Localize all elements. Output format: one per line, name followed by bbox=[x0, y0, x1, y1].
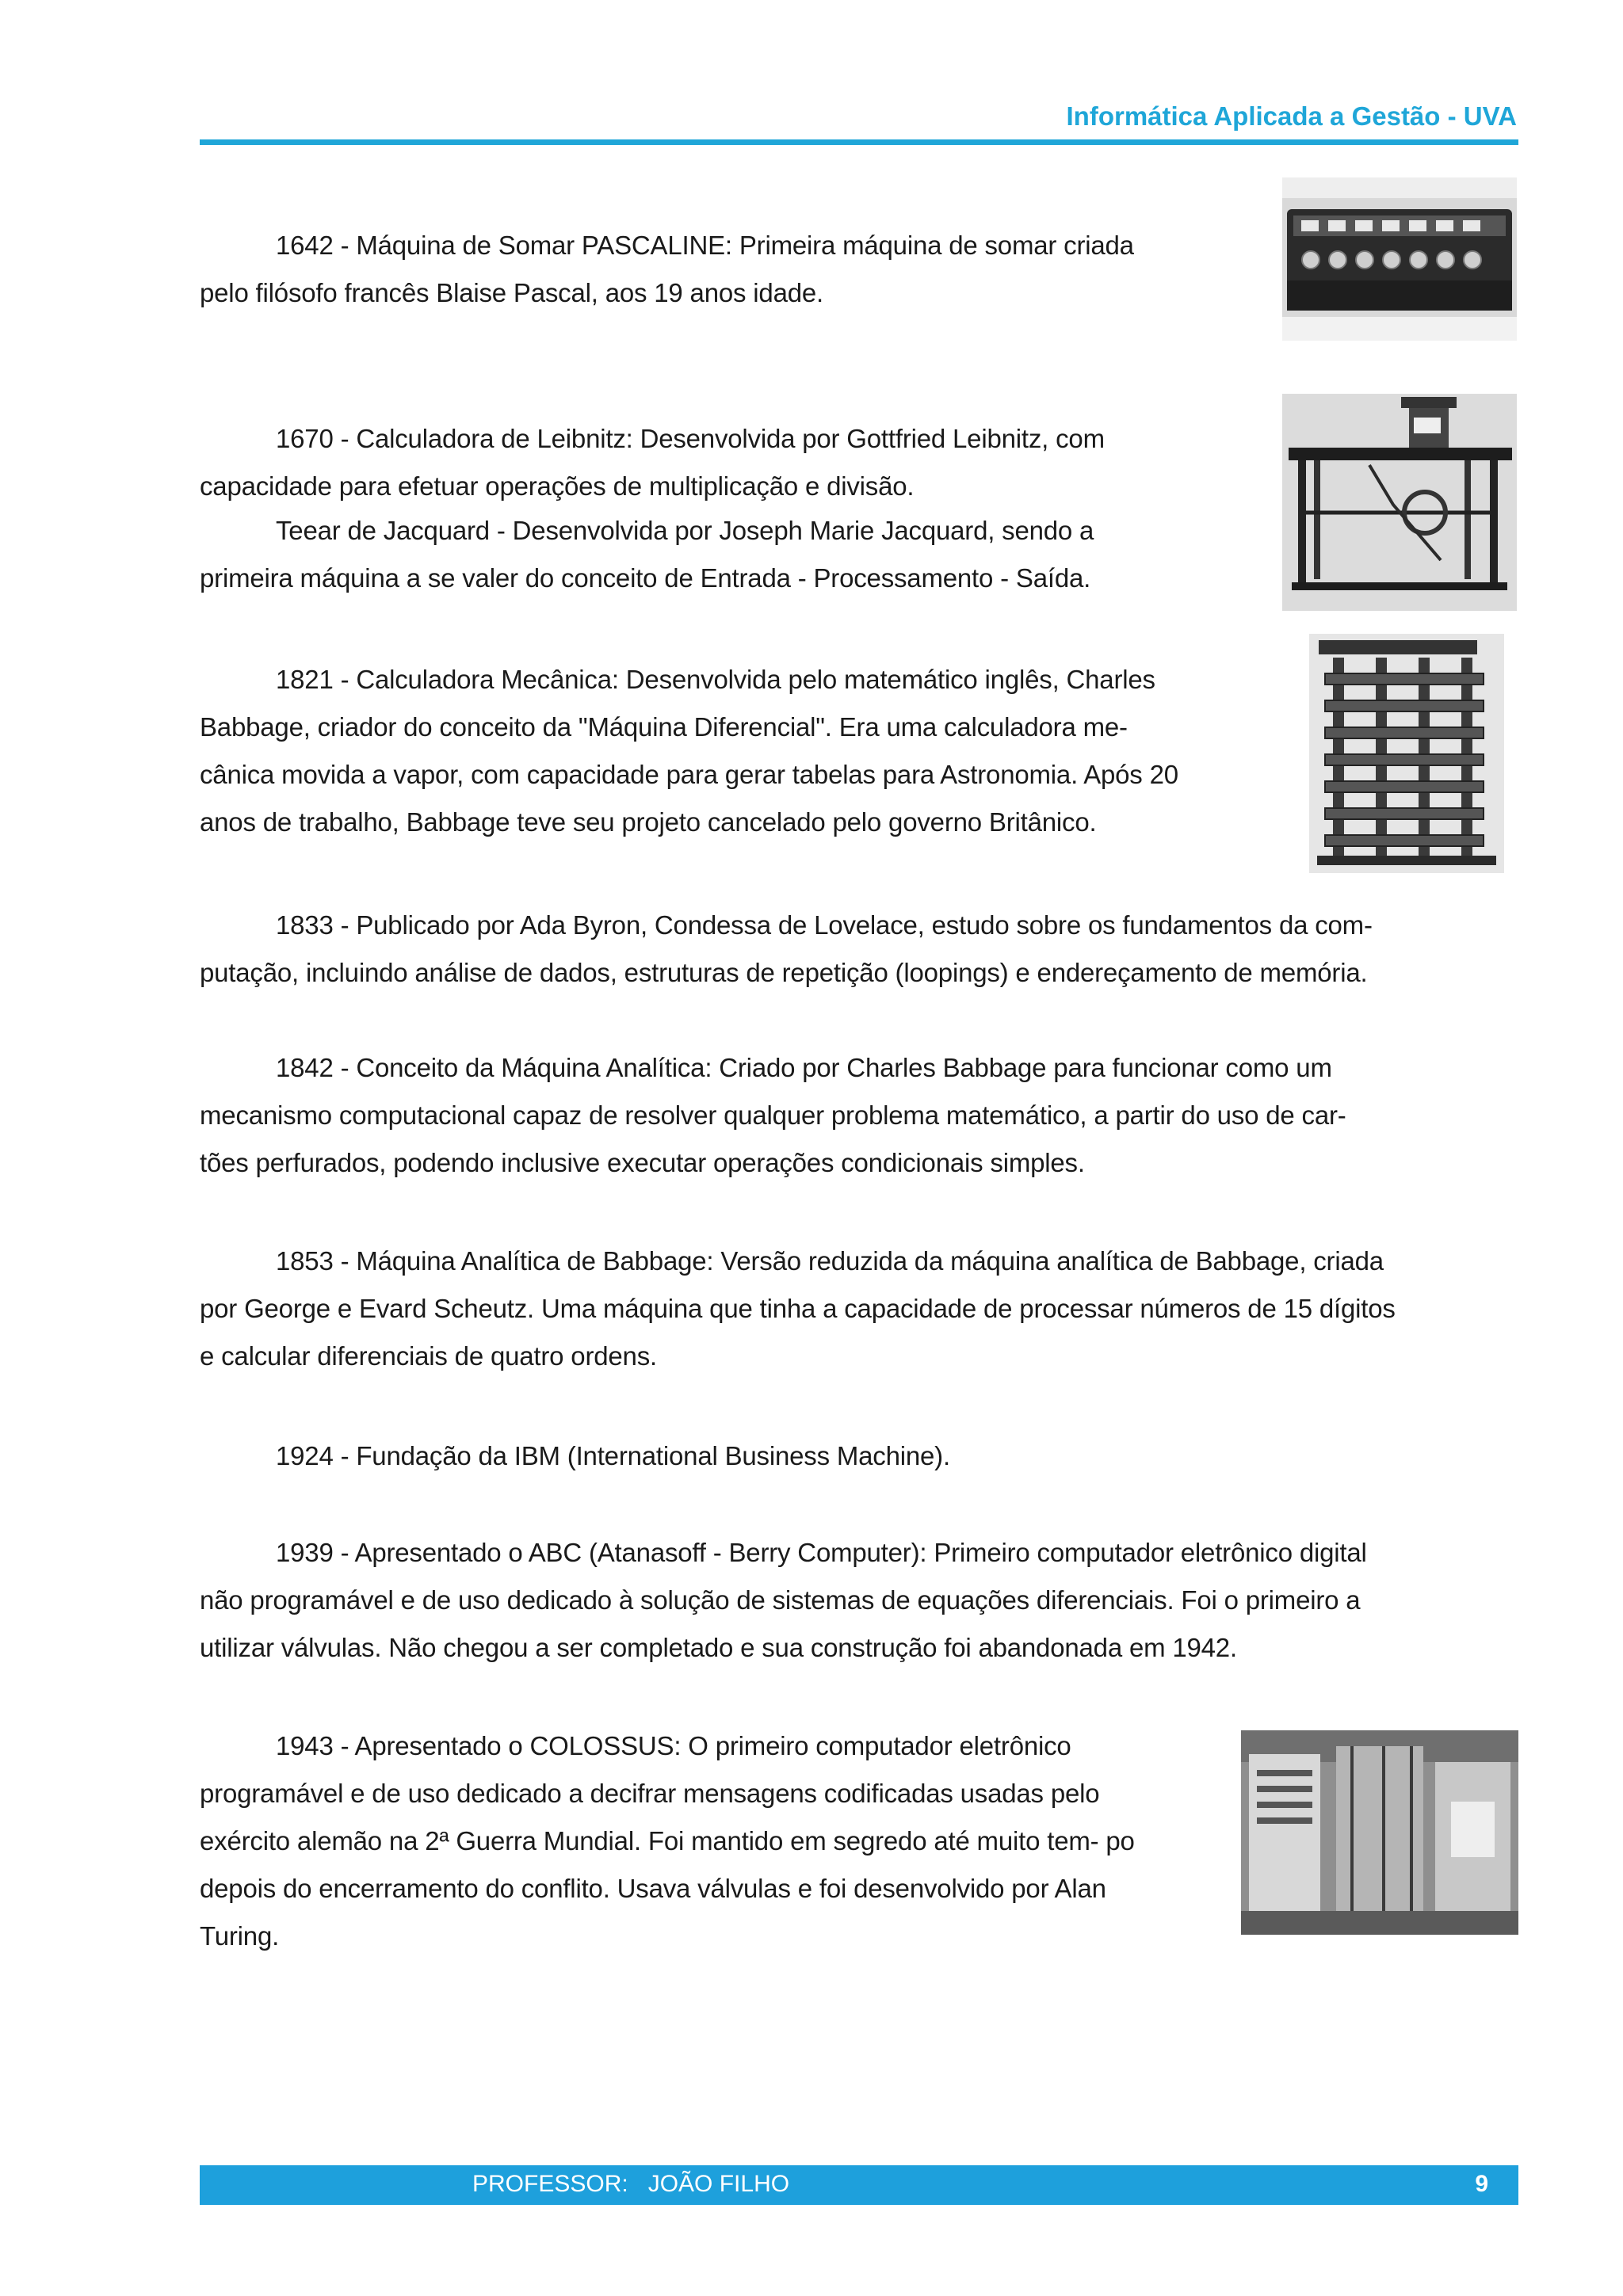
entry-line: anos de trabalho, Babbage teve seu projeto cancelado pelo governo Britânico. bbox=[200, 807, 1097, 837]
leibniz-calculator-photo bbox=[1282, 394, 1517, 611]
entry-line: 1853 - Máquina Analítica de Babbage: Versão reduzida da máquina analítica de Babbage, criada bbox=[276, 1246, 1384, 1276]
entry-line: capacidade para efetuar operações de multiplicação e divisão. bbox=[200, 471, 915, 501]
entry-1924 bbox=[200, 1432, 950, 1480]
entry-line: 1642 - Máquina de Somar PASCALINE: Primeira máquina de somar criada bbox=[276, 231, 1134, 260]
entry-line: 1821 - Calculadora Mecânica: Desenvolvida pelo matemático inglês, Charles bbox=[276, 665, 1155, 694]
entry-line: tões perfurados, podendo inclusive executar operações condicionais simples. bbox=[200, 1148, 1085, 1177]
footer-professor: PROFESSOR: JOÃO FILHO bbox=[472, 2171, 790, 2197]
entry-1670 bbox=[200, 415, 1105, 510]
pascaline-photo bbox=[1282, 177, 1517, 341]
entry-line: mecanismo computacional capaz de resolver qualquer problema matemático, a partir do uso de car- bbox=[200, 1100, 1346, 1130]
entry-line: primeira máquina a se valer do conceito de Entrada - Processamento - Saída. bbox=[200, 563, 1091, 593]
entry-line: 1943 - Apresentado o COLOSSUS: O primeiro computador eletrônico bbox=[276, 1731, 1071, 1760]
entry-line: 1939 - Apresentado o ABC (Atanasoff - Berry Computer): Primeiro computador eletrônico digital bbox=[276, 1538, 1367, 1567]
header-title: Informática Aplicada a Gestão - UVA bbox=[1066, 101, 1517, 131]
entry-1642 bbox=[200, 222, 1134, 317]
entry-line: Turing. bbox=[200, 1921, 280, 1951]
entry-line: utilizar válvulas. Não chegou a ser completado e sua construção foi abandonada em 1942. bbox=[200, 1633, 1237, 1662]
entry-1842 bbox=[200, 1044, 1346, 1187]
colossus-photo bbox=[1241, 1730, 1518, 1935]
entry-line: 1833 - Publicado por Ada Byron, Condessa de Lovelace, estudo sobre os fundamentos da com- bbox=[276, 910, 1373, 940]
entry-line: 1670 - Calculadora de Leibnitz: Desenvolvida por Gottfried Leibnitz, com bbox=[276, 424, 1105, 453]
entry-1821 bbox=[200, 656, 1178, 846]
entry-1943 bbox=[200, 1722, 1135, 1960]
entry-line: cânica movida a vapor, com capacidade para gerar tabelas para Astronomia. Após 20 bbox=[200, 760, 1178, 789]
footer-bar bbox=[200, 2165, 1518, 2205]
entry-line: por George e Evard Scheutz. Uma máquina que tinha a capacidade de processar números de 15 dígitos bbox=[200, 1294, 1396, 1323]
entry-1939 bbox=[200, 1529, 1367, 1672]
page-number: 9 bbox=[1475, 2171, 1488, 2197]
entry-line: e calcular diferenciais de quatro ordens. bbox=[200, 1341, 657, 1371]
entry-line: exército alemão na 2ª Guerra Mundial. Foi mantido em segredo até muito tem- po bbox=[200, 1826, 1135, 1855]
entry-line: 1924 - Fundação da IBM (International Business Machine). bbox=[276, 1441, 950, 1470]
entry-jacquard bbox=[200, 507, 1094, 602]
entry-line: Babbage, criador do conceito da "Máquina Diferencial". Era uma calculadora me- bbox=[200, 712, 1128, 742]
difference-engine-photo bbox=[1309, 634, 1504, 873]
entry-1853 bbox=[200, 1238, 1396, 1380]
header-rule bbox=[200, 139, 1518, 145]
entry-line: não programável e de uso dedicado à solução de sistemas de equações diferenciais. Foi o primeiro a bbox=[200, 1585, 1361, 1615]
entry-line: putação, incluindo análise de dados, estruturas de repetição (loopings) e endereçamento de memória. bbox=[200, 958, 1368, 987]
entry-1833 bbox=[200, 902, 1373, 997]
entry-line: programável e de uso dedicado a decifrar mensagens codificadas usadas pelo bbox=[200, 1779, 1100, 1808]
entry-line: 1842 - Conceito da Máquina Analítica: Criado por Charles Babbage para funcionar como um bbox=[276, 1053, 1332, 1082]
entry-line: pelo filósofo francês Blaise Pascal, aos 19 anos idade. bbox=[200, 278, 823, 307]
entry-line: depois do encerramento do conflito. Usava válvulas e foi desenvolvido por Alan bbox=[200, 1874, 1106, 1903]
entry-line: Teear de Jacquard - Desenvolvida por Joseph Marie Jacquard, sendo a bbox=[276, 516, 1094, 545]
